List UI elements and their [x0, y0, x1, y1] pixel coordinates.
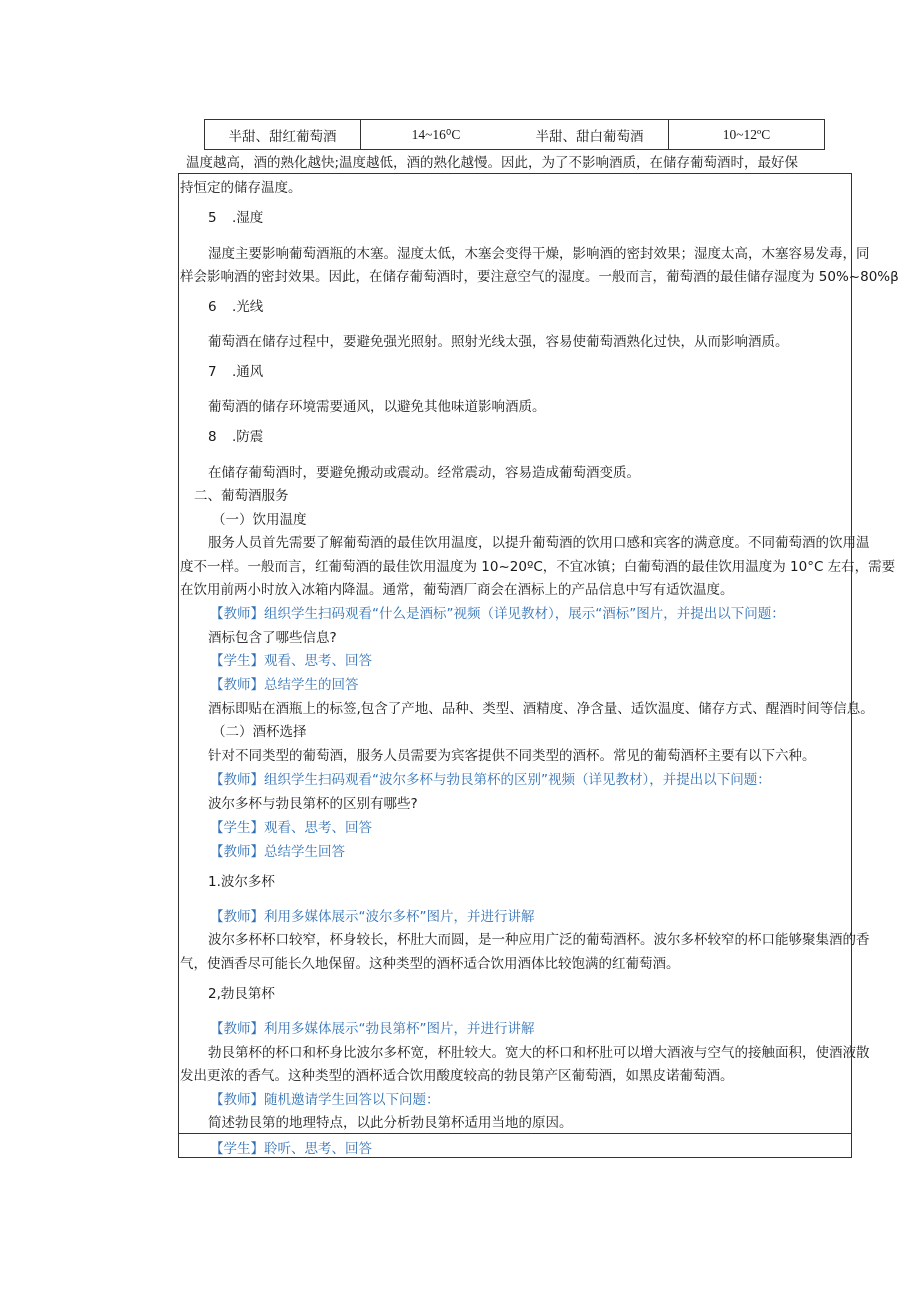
- glass-intro: 针对不同类型的葡萄酒，服务人员需要为宾客提供不同类型的酒杯。常见的葡萄酒杯主要有以下六种。: [208, 748, 816, 764]
- question-1: 酒标包含了哪些信息?: [208, 630, 337, 646]
- teacher-note-6: 【教师】利用多媒体展示“勃艮第杯”图片，并进行讲解: [210, 1021, 535, 1037]
- section-5-para-2: 样会影响酒的密封效果。因此，在储存葡萄酒时，要注意空气的湿度。一般而言，葡萄酒的最佳储存湿度为 50%~80%β: [180, 269, 899, 285]
- bordeaux-glass-heading: 1.波尔多杯: [208, 874, 275, 890]
- teacher-note-2: 【教师】总结学生的回答: [210, 677, 359, 693]
- temperature-para-2: 度不一样。一般而言，红葡萄酒的最佳饮用温度为 10~20ºC，不宜冰镇；白葡萄酒的最佳饮用温度为 10°C 左右，需要: [180, 559, 896, 575]
- intro-line-2: 持恒定的储存温度。: [180, 180, 302, 196]
- section-7-heading: [208, 362, 263, 382]
- frame-divider: [178, 1133, 852, 1134]
- section-5-heading: [208, 208, 263, 228]
- student-note-3: 【学生】聆听、思考、回答: [210, 1141, 372, 1157]
- table-cell-wine-type-white: 半甜、甜白葡萄酒: [511, 120, 669, 149]
- teacher-note-7: 【教师】随机邀请学生回答以下问题：: [210, 1092, 440, 1108]
- section-8-title: .防震: [232, 429, 264, 445]
- section-5-title: .湿度: [232, 210, 264, 226]
- bordeaux-para-1: 波尔多杯杯口较窄，杯身较长，杯肚大而圆，是一种应用广泛的葡萄酒杯。波尔多杯较窄的杯口能够聚集酒的香: [208, 932, 870, 948]
- temperature-para-1: 服务人员首先需要了解葡萄酒的最佳饮用温度，以提升葡萄酒的饮用口感和宾客的满意度。不同葡萄酒的饮用温: [208, 535, 870, 551]
- section-5-para-1: 湿度主要影响葡萄酒瓶的木塞。湿度太低，木塞会变得干燥，影响酒的密封效果；湿度太高，木塞容易发毒，同: [208, 246, 870, 262]
- teacher-note-5: 【教师】利用多媒体展示“波尔多杯”图片，并进行讲解: [210, 909, 535, 925]
- section-8-para: 在储存葡萄酒时，要避免搬动或震动。经常震动，容易造成葡萄酒变质。: [208, 465, 640, 481]
- teacher-note-4: 【教师】总结学生回答: [210, 844, 345, 860]
- student-note-2: 【学生】观看、思考、回答: [210, 820, 372, 836]
- answer-1: 酒标即贴在酒瓶上的标签,包含了产地、品种、类型、酒精度、净含量、适饮温度、储存方式、醒酒时间等信息。: [208, 701, 874, 717]
- subsection-2-heading: （二）酒杯选择: [212, 724, 307, 740]
- table-cell-temp-red: 14~16⁰C: [411, 126, 461, 142]
- burgundy-para-2: 发出更浓的香气。这种类型的酒杯适合饮用酸度较高的勃艮第产区葡萄酒，如黑皮诺葡萄酒。: [180, 1068, 734, 1084]
- teacher-note-1: 【教师】组织学生扫码观看“什么是酒标”视频（详见教材），展示“酒标”图片，并提出以下问题：: [210, 606, 785, 622]
- burgundy-para-1: 勃艮第杯的杯口和杯身比波尔多杯宽，杯肚较大。宽大的杯口和杯肚可以增大酒液与空气的接触面积，使酒液散: [208, 1045, 870, 1061]
- section-7-title: .通风: [232, 364, 264, 380]
- student-note-1: 【学生】观看、思考、回答: [210, 653, 372, 669]
- temperature-para-3: 在饮用前两小时放入冰箱内降温。通常，葡萄酒厂商会在酒标上的产品信息中写有适饮温度。: [180, 582, 734, 598]
- section-6-heading: [208, 297, 263, 317]
- section-6-title: .光线: [232, 299, 264, 315]
- section-6-para: 葡萄酒在储存过程中，要避免强光照射。照射光线太强，容易使葡萄酒熟化过快，从而影响酒质。: [208, 334, 789, 350]
- section-7-para: 葡萄酒的储存环境需要通风，以避免其他味道影响酒质。: [208, 399, 546, 415]
- section-8-number: 8: [208, 429, 217, 445]
- question-3: 简述勃艮第的地理特点，以此分析勃艮第杯适用当地的原因。: [208, 1115, 573, 1131]
- table-cell-wine-type-red: 半甜、甜红葡萄酒: [205, 120, 361, 149]
- intro-line-1: 温度越高，酒的熟化越快;温度越低，酒的熟化越慢。因此，为了不影响酒质，在储存葡萄酒时，最好保: [186, 155, 799, 171]
- bordeaux-para-2: 气，使酒香尽可能长久地保留。这种类型的酒杯适合饮用酒体比较饱满的红葡萄酒。: [180, 956, 680, 972]
- burgundy-glass-heading: 2,勃艮第杯: [208, 986, 275, 1002]
- teacher-note-3: 【教师】组织学生扫码观看“波尔多杯与勃艮第杯的区别”视频（详见教材），并提出以下问题：: [210, 772, 771, 788]
- subsection-1-heading: （一）饮用温度: [212, 512, 307, 528]
- section-8-heading: [208, 427, 263, 447]
- temperature-table-row: [204, 119, 825, 150]
- section-7-number: 7: [208, 364, 217, 380]
- part-2-heading: 二、葡萄酒服务: [194, 488, 289, 504]
- section-5-number: 5: [208, 210, 217, 226]
- section-6-number: 6: [208, 299, 217, 315]
- table-cell-temp-white: 10~12ºC: [722, 126, 771, 142]
- question-2: 波尔多杯与勃艮第杯的区别有哪些?: [208, 796, 418, 812]
